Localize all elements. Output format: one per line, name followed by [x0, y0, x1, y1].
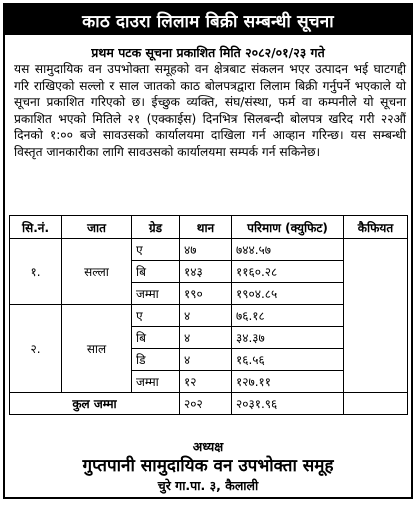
row-grade: ए — [132, 239, 180, 261]
organization-name: गुप्तपानी सामुदायिक वन उपभोक्ता समूह — [82, 456, 334, 476]
row-species: सल्ला — [62, 239, 132, 305]
row-volume: ७६.१८ — [232, 305, 344, 327]
row-count: ४ — [180, 327, 232, 349]
header-count: थान — [180, 216, 232, 239]
table-row — [10, 239, 408, 261]
row-count: ४७ — [180, 239, 232, 261]
row-species: साल — [62, 305, 132, 393]
row-count: १४३ — [180, 261, 232, 283]
table-header-row — [10, 216, 408, 239]
header-grade: ग्रेड — [132, 216, 180, 239]
row-volume: १२७.११ — [232, 371, 344, 393]
total-count: २०२ — [180, 393, 232, 415]
row-grade: बि — [132, 261, 180, 283]
header-remarks: कैफियत — [344, 216, 408, 239]
signatory-designation: अध्यक्ष — [192, 439, 224, 454]
row-count: १९० — [180, 283, 232, 305]
organization-address: चुरे गा.पा. ३, कैलाली — [157, 478, 259, 493]
row-volume: ३४.३७ — [232, 327, 344, 349]
table-total-row — [10, 393, 408, 415]
row-volume: ११६०.२८ — [232, 261, 344, 283]
row-count: ४ — [180, 349, 232, 371]
row-volume: ७४४.५७ — [232, 239, 344, 261]
notice-title: काठ दाउरा लिलाम बिक्री सम्बन्धी सूचना — [5, 5, 411, 35]
row-grade: जम्मा — [132, 371, 180, 393]
remarks-cell — [344, 239, 408, 393]
row-grade: बि — [132, 327, 180, 349]
timber-table — [9, 215, 408, 415]
publication-date-line: प्रथम पटक सूचना प्रकाशित मिति २०८२/०१/२३ गते — [91, 45, 325, 60]
header-species: जात — [62, 216, 132, 239]
total-volume: २०३१.९६ — [232, 393, 344, 415]
total-label: कुल जम्मा — [10, 393, 180, 415]
row-grade: डि — [132, 349, 180, 371]
row-count: ४ — [180, 305, 232, 327]
row-grade: ए — [132, 305, 180, 327]
row-count: १२ — [180, 371, 232, 393]
row-sn: १. — [10, 239, 62, 305]
total-remarks — [344, 393, 408, 415]
header-sn: सि.नं. — [10, 216, 62, 239]
notice-body: यस सामुदायिक वन उपभोक्ता समूहको वन क्षेत्रबाट संकलन भएर उत्पादन भई घाटगद्दी गरि राखिएको सल्लो र साल जातको काठ बोलपत्रद्वारा लिलाम बिक्री गर्नुपर्ने भएकाले यो सूचना प्रकाशित गरिएको छ। ईच्छुक व्यक्ति, संघ/संस्था, फर्म वा कम्पनीले यो सूचना प्रकाशित भएको मितिले २१ (एक्काईस) दिनभित्र सिलबन्दी बोलपत्र खरिद गरी २२औं दिनको १:०० बजे सावउसको कार्यालयमा दाखिला गर्न आव्हान गरिन्छ। यस सम्बन्धी विस्तृत जानकारीका लागि सावउसको कार्यालयमा सम्पर्क गर्न सकिनेछ। — [14, 62, 406, 159]
notice-panel — [3, 3, 413, 499]
row-sn: २. — [10, 305, 62, 393]
row-grade: जम्मा — [132, 283, 180, 305]
row-volume: १९०४.८५ — [232, 283, 344, 305]
row-volume: १६.५६ — [232, 349, 344, 371]
header-volume: परिमाण (क्युफिट) — [232, 216, 344, 239]
